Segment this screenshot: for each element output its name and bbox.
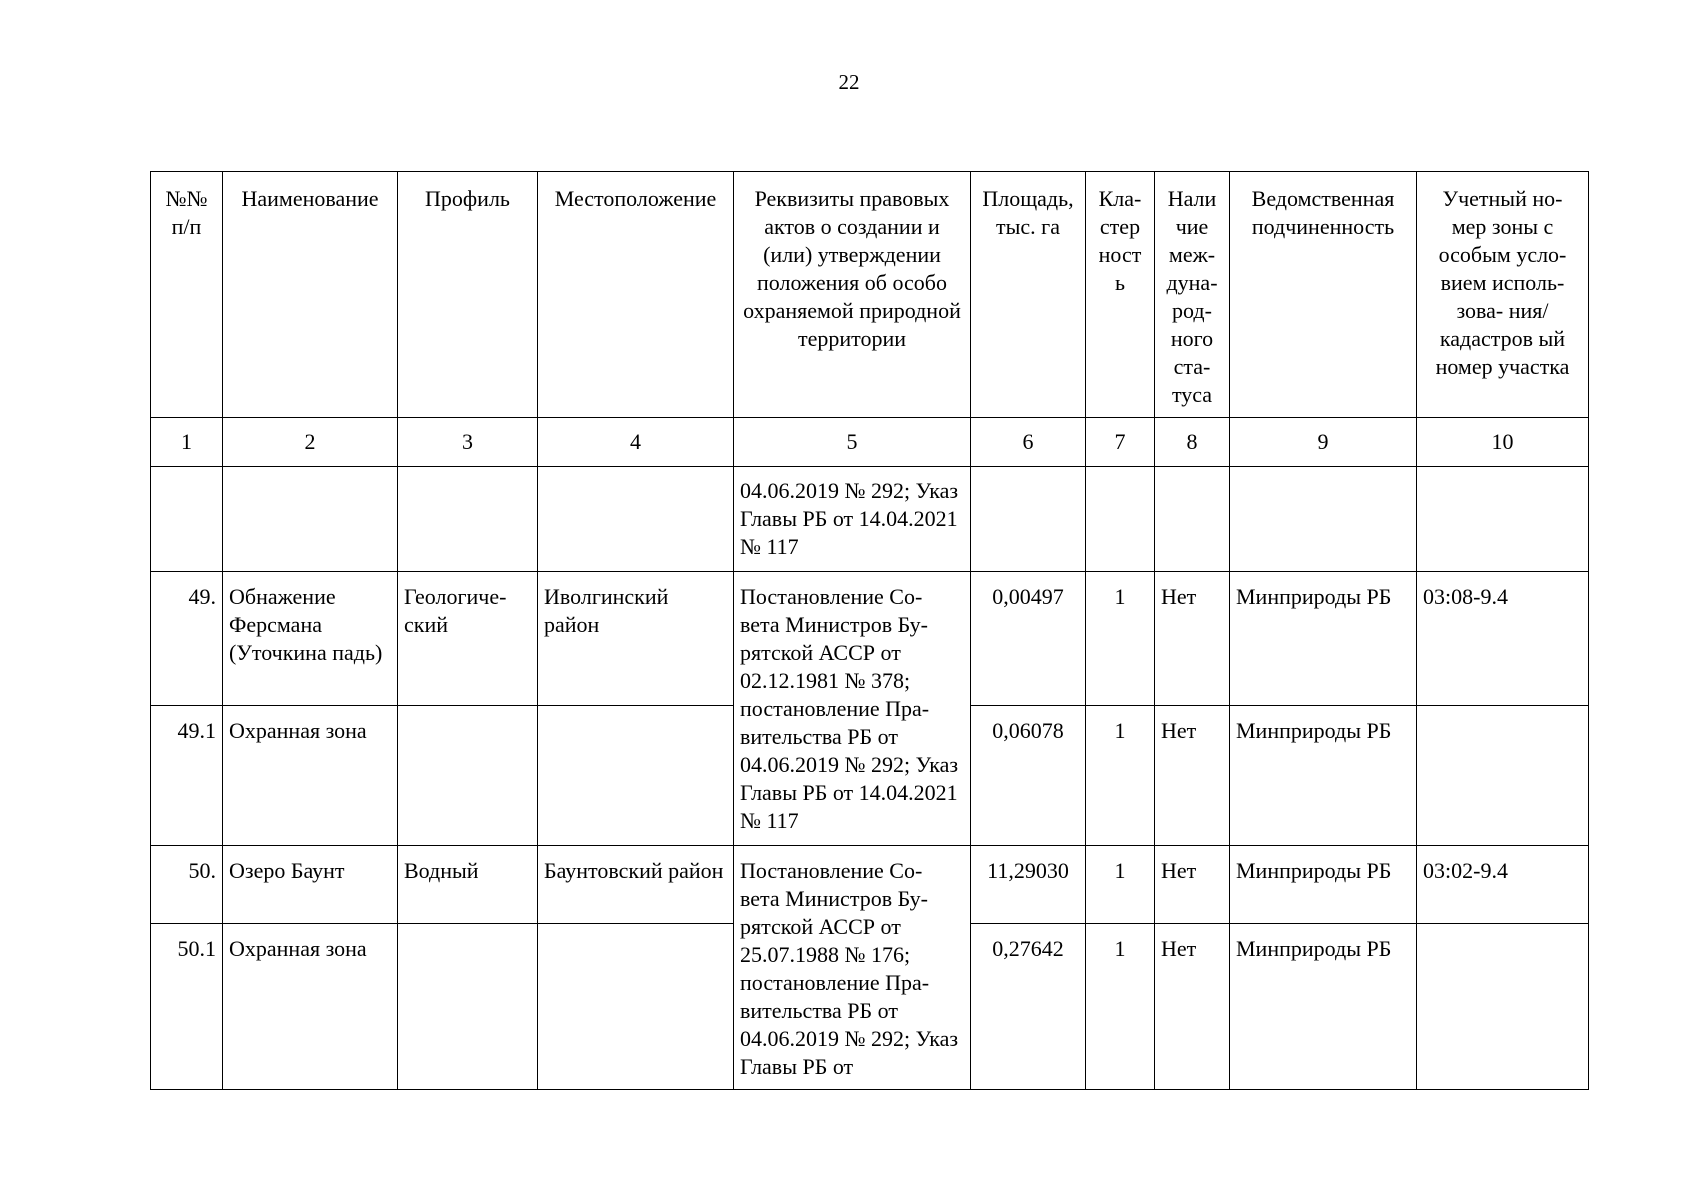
- intl-status-cell: Нет: [1155, 572, 1230, 706]
- authority-cell: Минприроды РБ: [1230, 924, 1417, 1090]
- name-cell: Охранная зона: [223, 706, 398, 846]
- column-number: 7: [1086, 418, 1155, 467]
- row-number-cell: 50.1: [151, 924, 223, 1090]
- table-cell: [151, 467, 223, 572]
- row-number-cell: 49.: [151, 572, 223, 706]
- account-number-cell: 03:08-9.4: [1417, 572, 1589, 706]
- header-cell-account-number: Учетный но- мер зоны с особым усло- вием исполь- зова- ния/кадастров ый номер участка: [1417, 172, 1589, 418]
- column-number-row: [151, 418, 1589, 467]
- cluster-cell: 1: [1086, 924, 1155, 1090]
- authority-cell: Минприроды РБ: [1230, 706, 1417, 846]
- table-row: [151, 572, 1589, 706]
- profile-cell: Геологиче- ский: [398, 572, 538, 706]
- row-number-cell: 50.: [151, 846, 223, 924]
- header-cell-area: Площадь, тыс. га: [971, 172, 1086, 418]
- intl-status-cell: Нет: [1155, 846, 1230, 924]
- table-cell: [398, 467, 538, 572]
- header-cell-cluster: Кла- стер ност ь: [1086, 172, 1155, 418]
- header-cell-legal-acts: Реквизиты правовых актов о создании и (или) утверждении положения об особо охраняемой природной территории: [734, 172, 971, 418]
- table-row-continuation: [151, 467, 1589, 572]
- table-cell: [538, 467, 734, 572]
- row-number-cell: 49.1: [151, 706, 223, 846]
- column-number: 3: [398, 418, 538, 467]
- table-cell: [223, 467, 398, 572]
- column-number: 8: [1155, 418, 1230, 467]
- header-cell-location: Местоположение: [538, 172, 734, 418]
- column-number: 9: [1230, 418, 1417, 467]
- area-cell: 0,06078: [971, 706, 1086, 846]
- legal-acts-cell: Постановление Со- вета Министров Бу- рятской АССР от 02.12.1981 № 378; постановление Пра- вительства РБ от 04.06.2019 № 292; Указ Главы РБ от 14.04.2021 № 117: [734, 572, 971, 846]
- protected-areas-table: [150, 171, 1589, 1090]
- profile-cell: [398, 706, 538, 846]
- column-number: 10: [1417, 418, 1589, 467]
- account-number-cell: 03:02-9.4: [1417, 846, 1589, 924]
- location-cell: Иволгинский район: [538, 572, 734, 706]
- column-number: 2: [223, 418, 398, 467]
- legal-acts-cell: Постановление Со- вета Министров Бу- рятской АССР от 25.07.1988 № 176; постановление Пра- вительства РБ от 04.06.2019 № 292; Указ Главы РБ от: [734, 846, 971, 1090]
- profile-cell: Водный: [398, 846, 538, 924]
- legal-acts-cell: 04.06.2019 № 292; Указ Главы РБ от 14.04.2021 № 117: [734, 467, 971, 572]
- location-cell: [538, 924, 734, 1090]
- column-number: 5: [734, 418, 971, 467]
- header-cell-intl-status: Нали чие меж- дуна- род- ного ста- туса: [1155, 172, 1230, 418]
- area-cell: 0,00497: [971, 572, 1086, 706]
- column-number: 6: [971, 418, 1086, 467]
- intl-status-cell: Нет: [1155, 924, 1230, 1090]
- account-number-cell: [1417, 924, 1589, 1090]
- account-number-cell: [1417, 706, 1589, 846]
- authority-cell: Минприроды РБ: [1230, 572, 1417, 706]
- page-number: 22: [838, 70, 860, 94]
- header-row: [151, 172, 1589, 418]
- location-cell: [538, 706, 734, 846]
- table-cell: [1155, 467, 1230, 572]
- name-cell: Охранная зона: [223, 924, 398, 1090]
- table-cell: [1230, 467, 1417, 572]
- table-cell: [1086, 467, 1155, 572]
- name-cell: Озеро Баунт: [223, 846, 398, 924]
- header-cell-profile: Профиль: [398, 172, 538, 418]
- header-cell-name: Наименование: [223, 172, 398, 418]
- cluster-cell: 1: [1086, 846, 1155, 924]
- header-cell-authority: Ведомственная подчиненность: [1230, 172, 1417, 418]
- profile-cell: [398, 924, 538, 1090]
- column-number: 4: [538, 418, 734, 467]
- table-cell: [971, 467, 1086, 572]
- intl-status-cell: Нет: [1155, 706, 1230, 846]
- authority-cell: Минприроды РБ: [1230, 846, 1417, 924]
- column-number: 1: [151, 418, 223, 467]
- header-cell-number: №№ п/п: [151, 172, 223, 418]
- cluster-cell: 1: [1086, 572, 1155, 706]
- cluster-cell: 1: [1086, 706, 1155, 846]
- table-row: [151, 846, 1589, 924]
- area-cell: 11,29030: [971, 846, 1086, 924]
- location-cell: Баунтовский район: [538, 846, 734, 924]
- table-cell: [1417, 467, 1589, 572]
- name-cell: Обнажение Ферсмана (Уточкина падь): [223, 572, 398, 706]
- area-cell: 0,27642: [971, 924, 1086, 1090]
